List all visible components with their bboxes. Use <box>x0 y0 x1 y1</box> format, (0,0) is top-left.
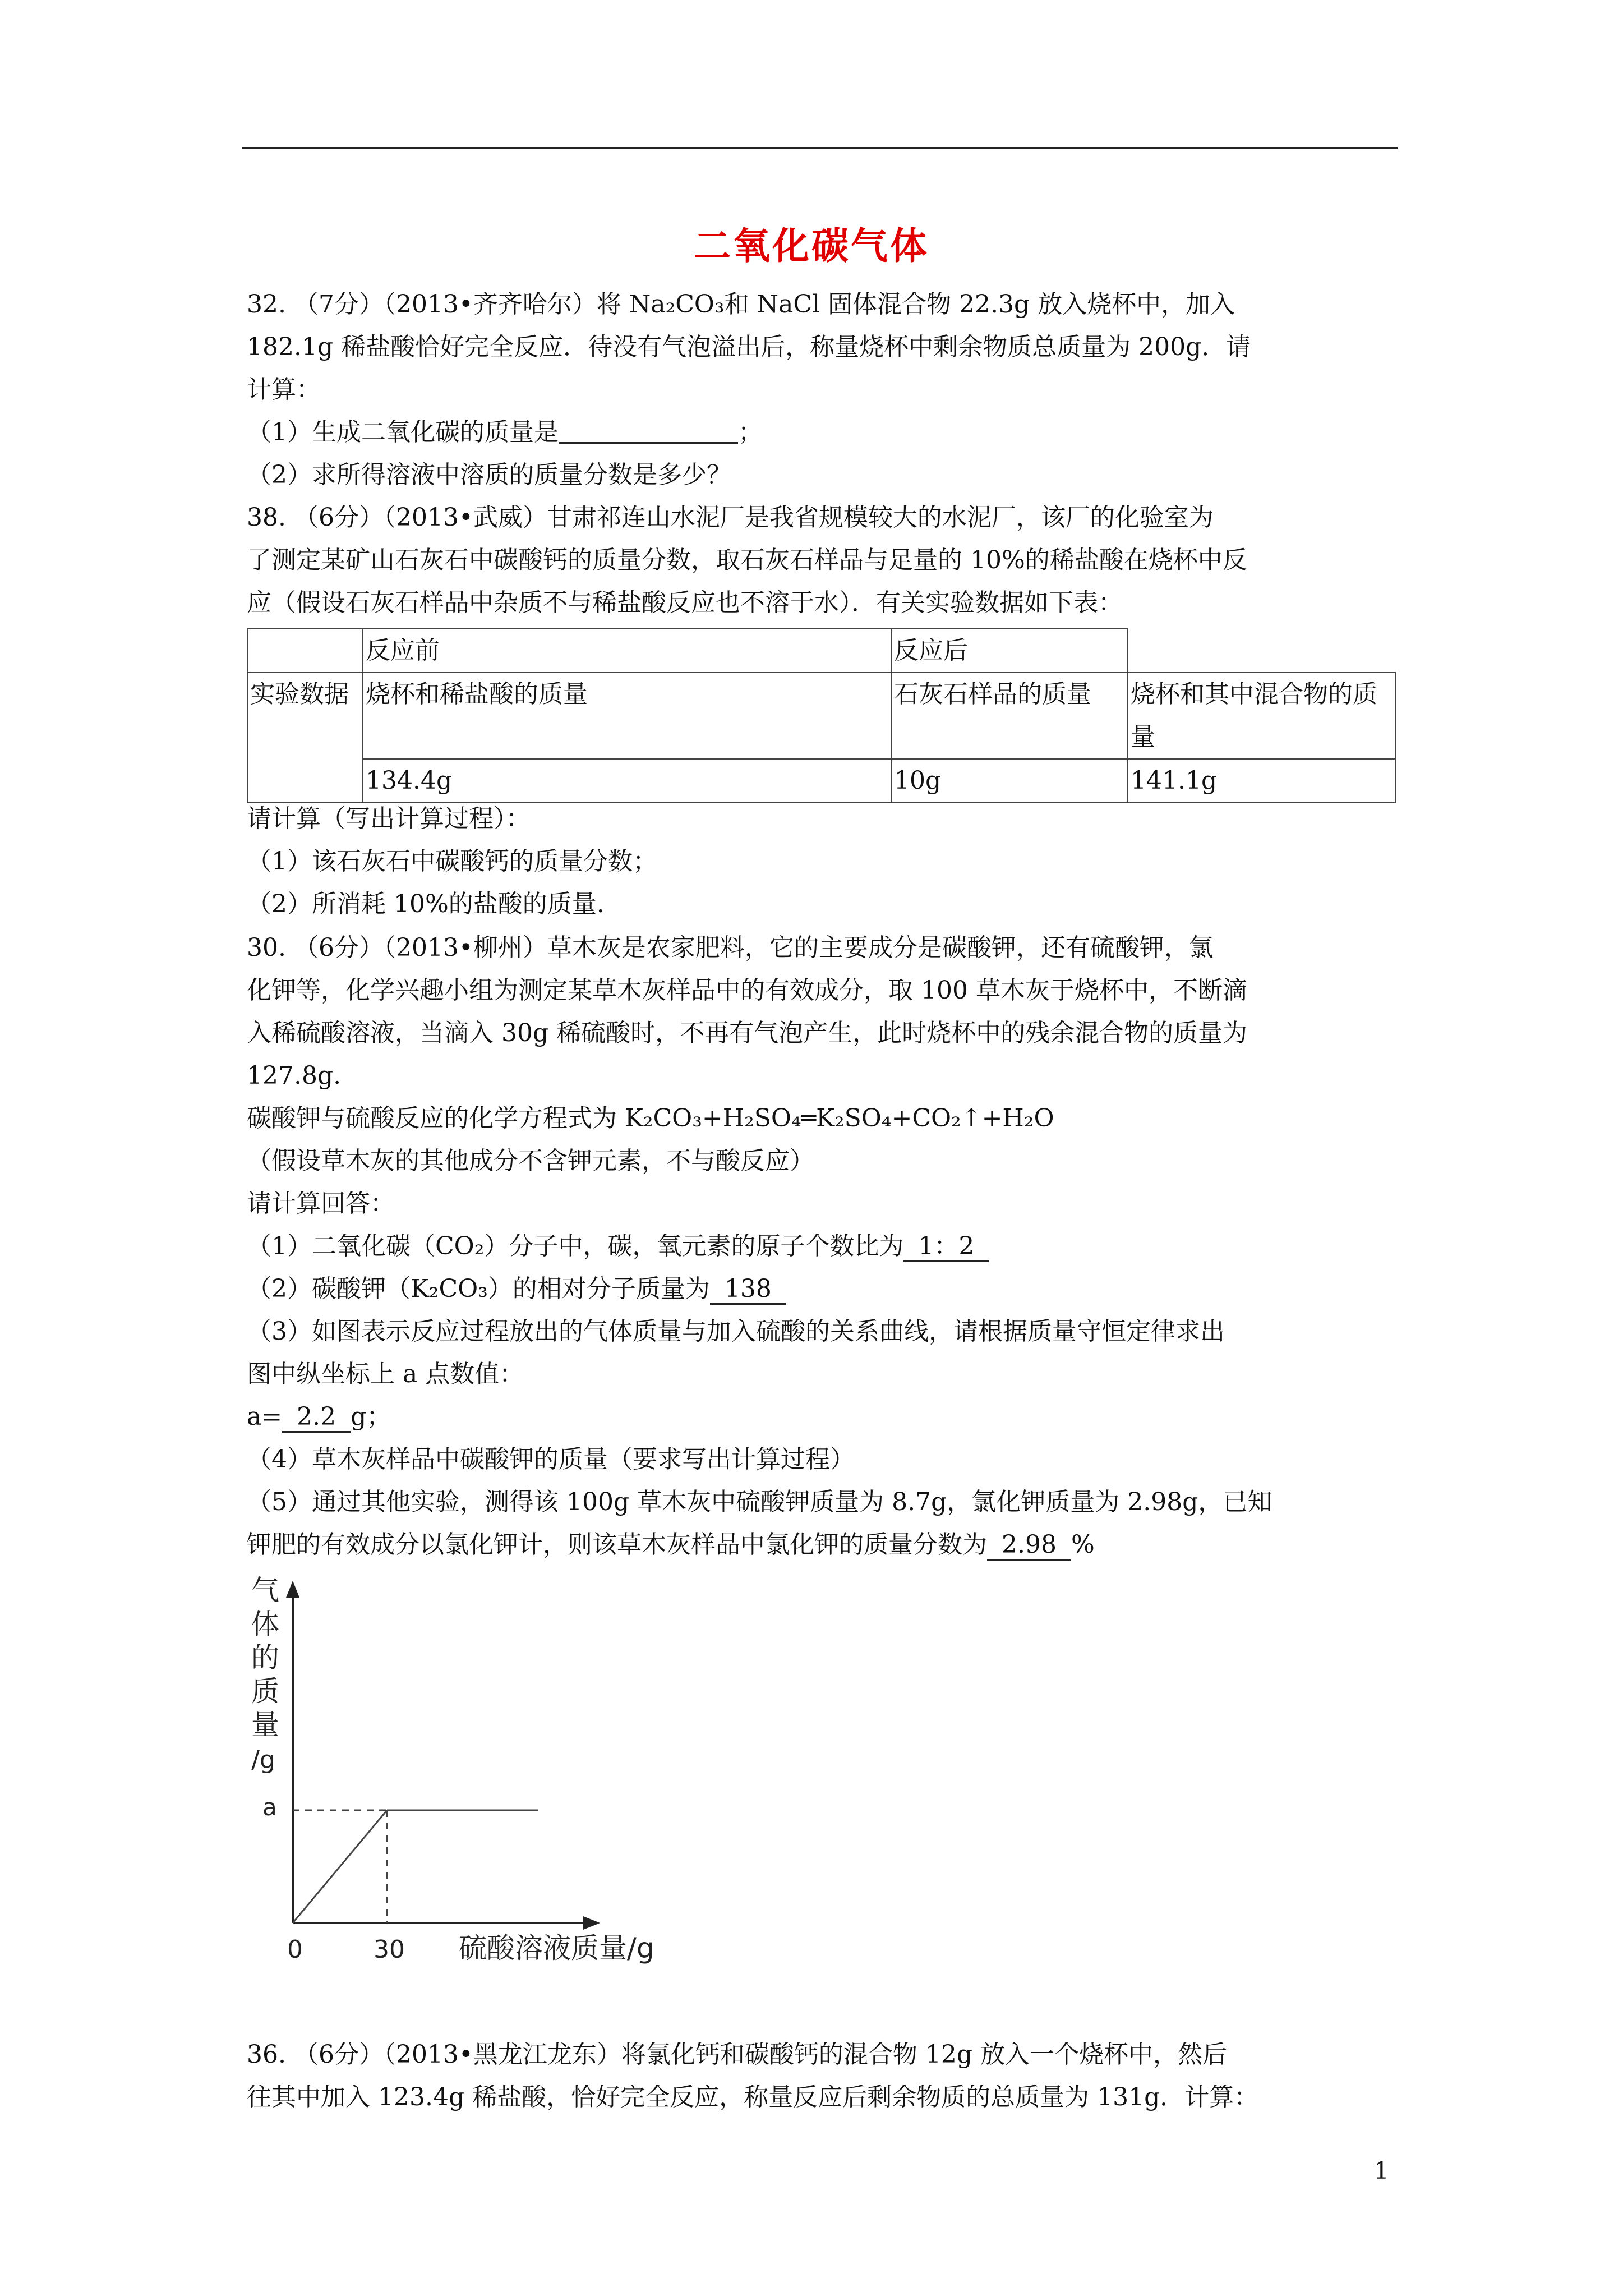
q32-sub2: （2）求所得溶液中溶质的质量分数是多少？ <box>247 461 731 489</box>
x-tick-label: 30 <box>374 1935 405 1964</box>
answer-filled: 138 <box>710 1275 786 1305</box>
table-cell: 烧杯和稀盐酸的质量 <box>363 673 891 759</box>
q32-sub1 <box>247 411 1391 454</box>
table-cell: 134.4g <box>363 759 891 803</box>
q36-line: 往其中加入 123.4g 稀盐酸，恰好完全反应，称量反应后剩余物质的总质量为 131g．计算： <box>247 2083 1259 2111</box>
q30-sub5-text: 钾肥的有效成分以氯化钾计，则该草木灰样品中氯化钾的质量分数为 <box>247 1530 987 1559</box>
answer-blank[interactable] <box>559 413 738 444</box>
q38-line: （1）该石灰石中碳酸钙的质量分数； <box>247 847 657 876</box>
curve-rising <box>293 1810 387 1923</box>
q30-line: 127.8g. <box>247 1061 342 1090</box>
table-row <box>247 759 1395 803</box>
q30-line: （假设草木灰的其他成分不含钾元素，不与酸反应） <box>247 1147 814 1175</box>
answer-filled: 2.98 <box>987 1531 1071 1561</box>
y-axis-label-char: 的 <box>251 1641 279 1674</box>
q30-sub1 <box>247 1225 1391 1268</box>
q38-line: 了测定某矿山石灰石中碳酸钙的质量分数，取石灰石样品与足量的 10%的稀盐酸在烧杯中反 <box>247 546 1247 574</box>
table-cell: 141.1g <box>1128 759 1395 803</box>
answer-filled: 2.2 <box>282 1403 351 1433</box>
question-38 <box>247 496 1391 624</box>
q30-sub3-pre: a= <box>247 1402 283 1431</box>
header-rule <box>242 147 1398 149</box>
q30-line: 30. （6分）（2013•柳州）草木灰是农家肥料，它的主要成分是碳酸钾，还有硫酸钾，氯 <box>247 933 1214 962</box>
q30-line: 请计算回答： <box>247 1189 395 1218</box>
q30-sub5-post: % <box>1071 1530 1095 1559</box>
gas-mass-graph <box>241 1571 690 1975</box>
q38-line: （2）所消耗 10%的盐酸的质量. <box>247 890 605 918</box>
y-axis-label-char: 气 <box>251 1574 279 1607</box>
table-row <box>247 673 1395 759</box>
q30-equation: 碳酸钾与硫酸反应的化学方程式为 K₂CO₃+H₂SO₄═K₂SO₄+CO₂↑+H₂O <box>247 1104 1054 1133</box>
q30-line: 入稀硫酸溶液，当滴入 30g 稀硫酸时，不再有气泡产生，此时烧杯中的残余混合物的质量为 <box>247 1019 1248 1047</box>
q38-line: 38. （6分）（2013•武威）甘肃祁连山水泥厂是我省规模较大的水泥厂，该厂的化验室为 <box>247 503 1214 532</box>
q30-line: （3）如图表示反应过程放出的气体质量与加入硫酸的关系曲线，请根据质量守恒定律求出 <box>247 1317 1225 1346</box>
x-axis-label: 硫酸溶液质量/g <box>459 1932 654 1964</box>
experiment-data-table <box>247 628 1396 803</box>
y-axis-label-char: 量 <box>251 1709 279 1741</box>
q30-line: （5）通过其他实验，测得该 100g 草木灰中硫酸钾质量为 8.7g，氯化钾质量为 2.98g，已知 <box>247 1488 1272 1516</box>
q32-line: 计算： <box>247 375 321 404</box>
table-cell <box>247 629 363 673</box>
q30-sub3-post: g； <box>351 1402 391 1431</box>
q30-sub5 <box>247 1524 1391 1566</box>
q38-line: 应（假设石灰石样品中杂质不与稀盐酸反应也不溶于水）．有关实验数据如下表： <box>247 588 1123 617</box>
point-a-label: a <box>262 1793 277 1821</box>
q32-line: 32. （7分）（2013•齐齐哈尔）将 Na₂CO₃和 NaCl 固体混合物 22.3g 放入烧杯中，加入 <box>247 290 1235 319</box>
q30-line: （4）草木灰样品中碳酸钾的质量（要求写出计算过程） <box>247 1445 855 1474</box>
x-axis-arrow-icon <box>583 1916 600 1930</box>
y-axis-unit: /g <box>251 1746 275 1774</box>
table-row-label: 实验数据 <box>247 673 363 803</box>
q30-sub2 <box>247 1268 1391 1310</box>
table-row <box>247 629 1395 673</box>
q30-line: 图中纵坐标上 a 点数值： <box>247 1360 524 1388</box>
q30-sub2-text: （2）碳酸钾（K₂CO₃）的相对分子质量为 <box>247 1274 710 1303</box>
origin-label: 0 <box>287 1935 303 1964</box>
page-title: 二氧化碳气体 <box>694 224 929 268</box>
table-cell <box>1128 629 1395 673</box>
q32-sub1-text: （1）生成二氧化碳的质量是 <box>247 418 559 447</box>
q32-line: 182.1g 稀盐酸恰好完全反应．待没有气泡溢出后，称量烧杯中剩余物质总质量为 200g．请 <box>247 333 1251 361</box>
q38-line: 请计算（写出计算过程）： <box>247 804 531 833</box>
question-30 <box>247 927 1391 1566</box>
question-36 <box>247 2033 1391 2119</box>
q30-sub1-text: （1）二氧化碳（CO₂）分子中，碳，氧元素的原子个数比为 <box>247 1232 904 1260</box>
table-cell: 烧杯和其中混合物的质量 <box>1128 673 1395 759</box>
q30-sub3 <box>247 1396 1391 1438</box>
table-cell: 石灰石样品的质量 <box>891 673 1128 759</box>
y-axis-label-char: 质 <box>251 1675 279 1708</box>
page-number: 1 <box>1374 2157 1389 2184</box>
q38-requests <box>247 798 1391 926</box>
y-axis-label-char: 体 <box>251 1608 279 1640</box>
q30-line: 化钾等，化学兴趣小组为测定某草木灰样品中的有效成分，取 100 草木灰于烧杯中，不断滴 <box>247 976 1247 1005</box>
question-32 <box>247 283 1391 496</box>
y-axis-arrow-icon <box>286 1581 299 1598</box>
q32-sub1-end: ； <box>738 418 763 447</box>
table-cell: 10g <box>891 759 1128 803</box>
answer-filled: 1：2 <box>903 1232 989 1262</box>
table-cell: 反应前 <box>363 629 891 673</box>
q36-line: 36. （6分）（2013•黑龙江龙东）将氯化钙和碳酸钙的混合物 12g 放入一个烧杯中，然后 <box>247 2040 1228 2069</box>
table-cell: 反应后 <box>891 629 1128 673</box>
